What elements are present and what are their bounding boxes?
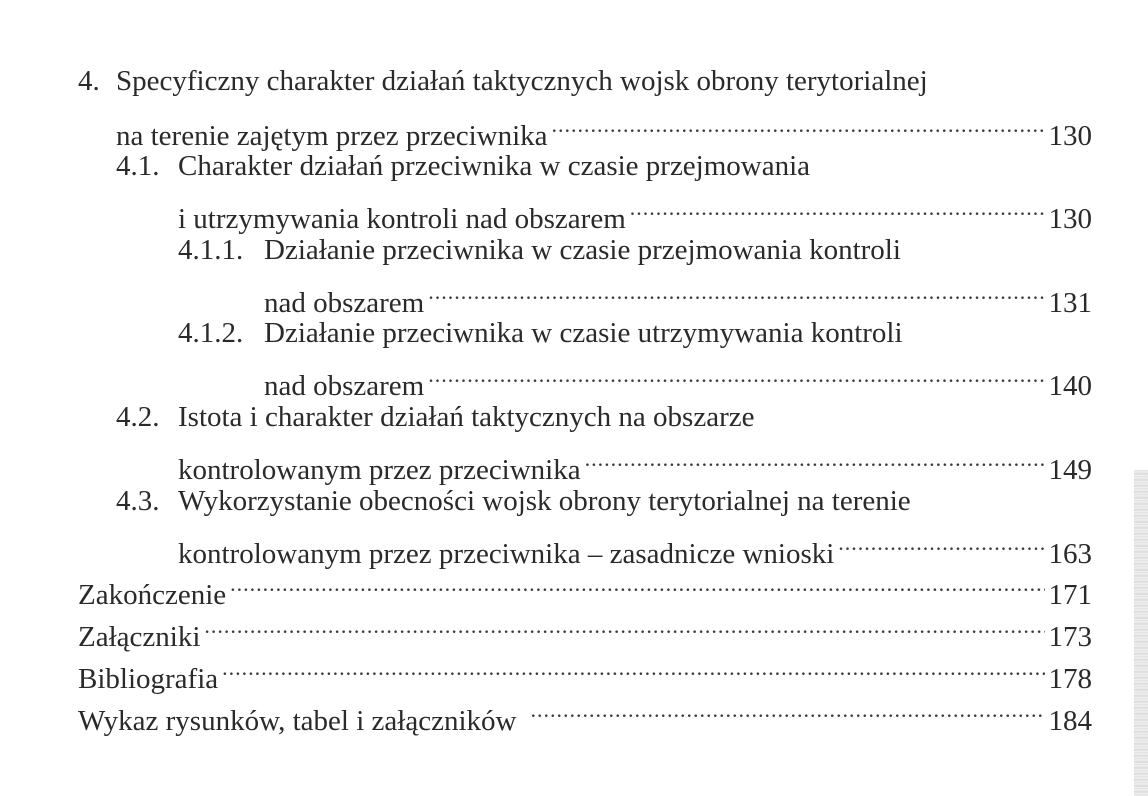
toc-page-number: 130: [1048, 203, 1092, 235]
toc-entry-4-2-line1: [116, 397, 754, 437]
toc-page-number: 131: [1048, 287, 1092, 319]
toc-leader-dots: [428, 272, 1044, 312]
toc-entry-number: 4.: [78, 65, 100, 97]
toc-entry-title-continued: na terenie zajętym przez przeciwnika: [116, 120, 548, 152]
toc-entry-bibliografia: [78, 648, 1092, 695]
toc-entry-zalaczniki: [78, 606, 1092, 653]
scan-page-edge: [1134, 470, 1148, 796]
toc-entry-title: Specyficzny charakter działań taktycznych wojsk obrony terytorialnej: [116, 65, 928, 97]
toc-page-number: 149: [1048, 454, 1092, 486]
toc-page-number: 140: [1048, 370, 1092, 402]
toc-leader-dots: [630, 188, 1045, 228]
toc-page-number: 171: [1048, 579, 1092, 611]
toc-leader-dots: [552, 105, 1045, 145]
toc-entry-title: Zakończenie: [78, 579, 227, 611]
toc-entry-number: 4.1.2.: [178, 317, 244, 349]
toc-entry-title: Charakter działań przeciwnika w czasie przejmowania: [178, 150, 811, 182]
toc-leader-dots: [838, 523, 1044, 563]
toc-entry-title-continued: kontrolowanym przez przeciwnika – zasadnicze wnioski: [178, 538, 835, 570]
toc-page-number: 178: [1048, 663, 1092, 695]
toc-leader-dots: [204, 606, 1044, 646]
toc-entry-title: Bibliografia: [78, 663, 219, 695]
toc-entry-zakonczenie: [78, 564, 1092, 611]
toc-entry-4-line1: [78, 61, 928, 101]
toc-leader-dots: [230, 564, 1044, 604]
toc-entry-4-1-2-line2: [264, 355, 1092, 402]
toc-entry-4-3-line2: [178, 523, 1092, 570]
toc-page-number: 173: [1048, 621, 1092, 653]
toc-page-number: 130: [1048, 120, 1092, 152]
toc-leader-dots: [222, 648, 1044, 688]
toc-entry-number: 4.1.1.: [178, 234, 244, 266]
toc-entry-title: Wykorzystanie obecności wojsk obrony terytorialnej na terenie: [178, 485, 911, 517]
toc-entry-wykaz: [78, 690, 1092, 737]
toc-entry-4-line2: [116, 105, 1092, 152]
toc-entry-title-continued: i utrzymywania kontroli nad obszarem: [178, 203, 626, 235]
toc-entry-title-continued: nad obszarem: [264, 370, 425, 402]
toc-entry-4-1-1-line2: [264, 272, 1092, 319]
toc-entry-title: Istota i charakter działań taktycznych na obszarze: [178, 401, 755, 433]
toc-entry-title-continued: kontrolowanym przez przeciwnika: [178, 454, 581, 486]
toc-entry-4-1-2-line1: [178, 313, 903, 353]
toc-entry-title-continued: nad obszarem: [264, 287, 425, 319]
toc-entry-title: Wykaz rysunków, tabel i załączników: [78, 705, 517, 737]
toc-entry-number: 4.1.: [116, 150, 160, 182]
toc-entry-4-2-line2: [178, 439, 1092, 486]
toc-leader-dots: [530, 690, 1044, 730]
toc-entry-title: Działanie przeciwnika w czasie utrzymywania kontroli: [264, 317, 903, 349]
toc-leader-dots: [428, 355, 1044, 395]
toc-leader-dots: [585, 439, 1045, 479]
toc-entry-number: 4.2.: [116, 401, 160, 433]
toc-entry-4-1-1-line1: [178, 230, 901, 270]
toc-entry-4-1-line1: [116, 146, 810, 186]
toc-entry-title: Działanie przeciwnika w czasie przejmowania kontroli: [264, 234, 901, 266]
toc-entry-4-3-line1: [116, 481, 911, 521]
toc-entry-number: 4.3.: [116, 485, 160, 517]
toc-page-number: 163: [1048, 538, 1092, 570]
toc-entry-title: Załączniki: [78, 621, 201, 653]
toc-page-number: 184: [1048, 705, 1092, 737]
toc-entry-4-1-line2: [178, 188, 1092, 235]
